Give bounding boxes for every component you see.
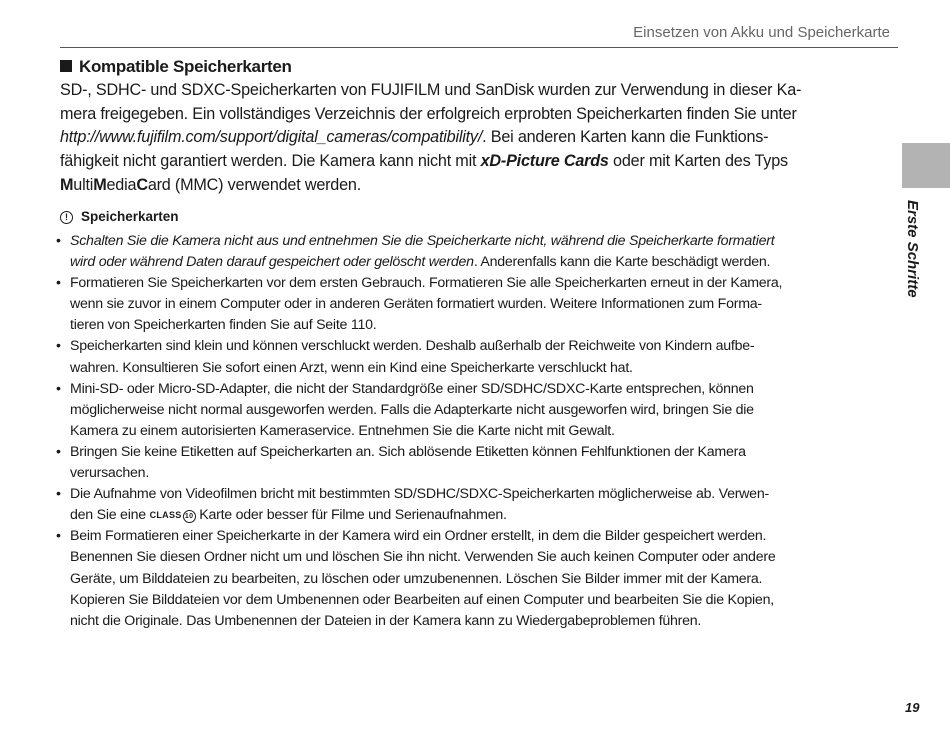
chapter-tab	[902, 143, 950, 188]
caution-heading	[60, 209, 179, 224]
intro-paragraph	[60, 79, 890, 198]
section-title-text: Kompatible Speicherkarten	[79, 57, 292, 76]
caution-icon: !	[60, 211, 73, 224]
list-item: • Die Aufnahme von Videofilmen bricht mit bestimmten SD/SDHC/SDXC-Speicherkarten möglicherweise ab. Verwen- den Sie eine CLASS 10 Karte oder besser für Filme und Serienaufnahmen.	[56, 484, 890, 526]
intro-line: http://www.fujifilm.com/support/digital_cameras/compatibility/. Bei anderen Karten kann die Funktions-	[60, 128, 769, 147]
intro-line: fähigkeit nicht garantiert werden. Die Kamera kann nicht mit xD-Picture Cards oder mit Karten des Typs	[60, 152, 788, 171]
xd-card-term: xD-Picture Cards	[480, 152, 609, 171]
section-title	[60, 57, 292, 77]
list-item: • Speicherkarten sind klein und können verschluckt werden. Deshalb außerhalb der Reichweite von Kindern aufbe- wahren. Konsultieren Sie sofort einen Arzt, wenn ein Kind eine Speicherkarte verschluckt hat.	[56, 336, 890, 378]
list-item: • Bringen Sie keine Etiketten auf Speicherkarten an. Sich ablösende Etiketten können Fehlfunktionen der Kamera verursachen.	[56, 442, 890, 484]
caution-list	[56, 231, 890, 632]
intro-line: MultiMediaCard (MMC) verwendet werden.	[60, 175, 362, 194]
list-item: • Beim Formatieren einer Speicherkarte in der Kamera wird ein Ordner erstellt, in dem die Bilder gespeichert werden. Benennen Sie diesen Ordner nicht um und löschen Sie ihn nicht. Verwenden Sie auch keinen Computer oder andere Geräte, um Bilddateien zu bearbeiten, zu löschen oder umzubenennen. Löschen Sie Bilder immer mit der Kamera. Kopieren Sie Bilddateien vor dem Umbenennen oder Bearbeiten auf einen Computer und bearbeiten Sie die Kopien, nicht die Originale. Das Umbenennen der Dateien in der Kamera kann zu Wiedergabeproblemen führen.	[56, 526, 890, 631]
page-number: 19	[905, 700, 920, 715]
list-item: • Mini-SD- oder Micro-SD-Adapter, die nicht der Standardgröße einer SD/SDHC/SDXC-Karte entsprechen, können möglicherweise nicht normal ausgeworfen werden. Falls die Adapterkarte nicht ausgeworfen wird, bringen Sie die Kamera zu einem autorisierten Kameraservice. Entnehmen Sie die Karte nicht mit Gewalt.	[56, 379, 890, 442]
list-item: • Schalten Sie die Kamera nicht aus und entnehmen Sie die Speicherkarte nicht, während die Speicherkarte formatiert wird oder während Daten darauf gespeichert oder gelöscht werden. Anderenfalls kann die Karte beschädigt werden.	[56, 231, 890, 273]
header-rule	[60, 47, 898, 48]
square-bullet-icon	[60, 60, 72, 72]
intro-line: SD-, SDHC- und SDXC-Speicherkarten von FUJIFILM und SanDisk wurden zur Verwendung in dieser Ka-	[60, 81, 802, 99]
chapter-label: Erste Schritte	[904, 200, 921, 298]
intro-line: mera freigegeben. Ein vollständiges Verzeichnis der erfolgreich erprobten Speicherkarten finden Sie unter	[60, 104, 797, 123]
list-item: • Formatieren Sie Speicherkarten vor dem ersten Gebrauch. Formatieren Sie alle Speicherkarten erneut in der Kamera, wenn sie zuvor in einem Computer oder in anderen Geräten formatiert wurden. Weitere Informationen zum Forma- tieren von Speicherkarten finden Sie auf Seite 110.	[56, 273, 890, 336]
caution-title-text: Speicherkarten	[81, 209, 179, 224]
compatibility-url: http://www.fujifilm.com/support/digital_cameras/compatibility/	[60, 128, 483, 147]
running-header: Einsetzen von Akku und Speicherkarte	[633, 24, 890, 41]
class10-icon: CLASS 10	[150, 505, 196, 526]
